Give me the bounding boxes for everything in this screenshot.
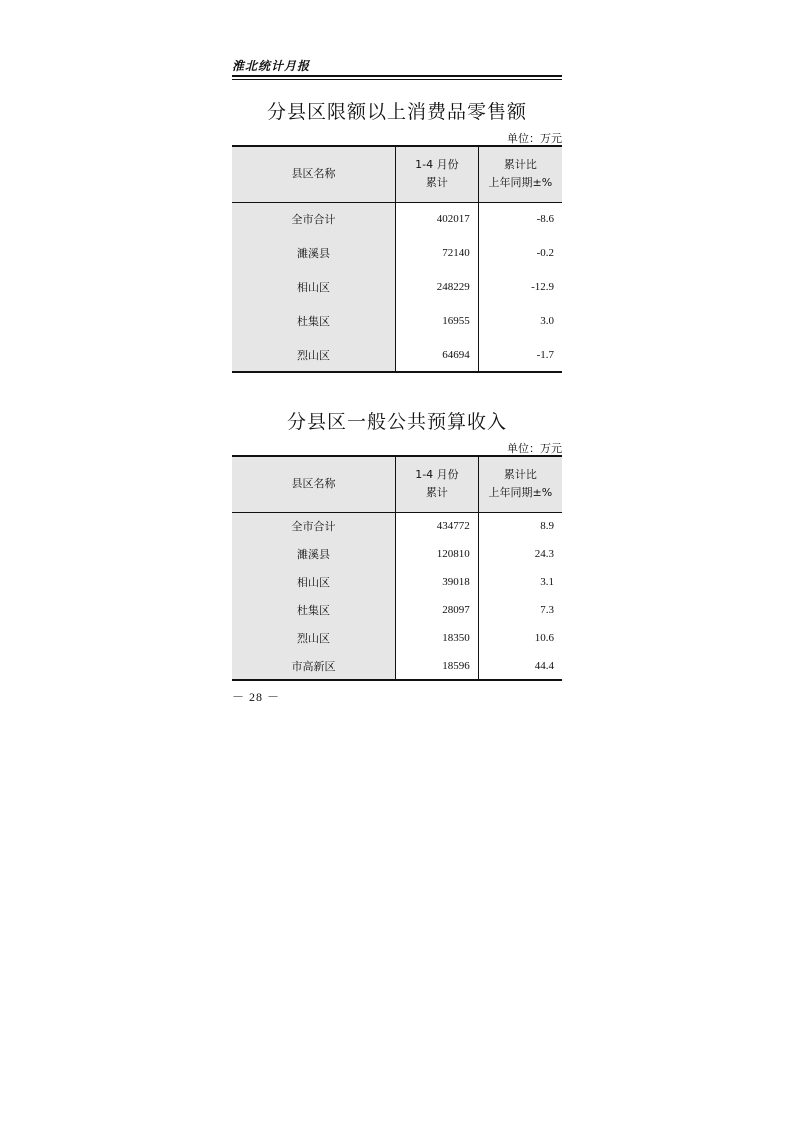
row-value: 120810 [396, 540, 479, 568]
column-header-value [396, 146, 479, 202]
row-name: 市高新区 [232, 652, 396, 680]
row-name: 全市合计 [232, 512, 396, 540]
table-header-row [232, 146, 562, 202]
row-pct: 3.1 [478, 568, 562, 596]
row-pct: 44.4 [478, 652, 562, 680]
column-header-pct [478, 146, 562, 202]
row-name: 相山区 [232, 270, 396, 304]
row-value: 18350 [396, 624, 479, 652]
table-row [232, 512, 562, 540]
section-title-retail: 分县区限额以上消费品零售额 [266, 101, 527, 123]
column-header-value-line1: 1-4 月份 [415, 158, 459, 172]
retail-sales-table [232, 145, 562, 373]
column-header-value-line1: 1-4 月份 [415, 468, 459, 482]
publication-title: 淮北统计月报 [232, 59, 311, 73]
table-row [232, 652, 562, 680]
row-value: 28097 [396, 596, 479, 624]
row-pct: 3.0 [478, 304, 562, 338]
table-row [232, 540, 562, 568]
row-pct: -12.9 [478, 270, 562, 304]
row-name: 杜集区 [232, 596, 396, 624]
row-pct: -8.6 [478, 202, 562, 236]
column-header-value-line2: 累计 [425, 176, 448, 190]
row-value: 72140 [396, 236, 479, 270]
column-header-name: 县区名称 [232, 146, 396, 202]
row-value: 248229 [396, 270, 479, 304]
table-row [232, 624, 562, 652]
column-header-pct-line2: 上年同期±% [488, 176, 553, 190]
column-header-name: 县区名称 [232, 456, 396, 512]
row-value: 64694 [396, 338, 479, 372]
row-value: 39018 [396, 568, 479, 596]
row-name: 濉溪县 [232, 540, 396, 568]
unit-label-budget: 单位：万元 [507, 442, 562, 455]
column-header-value [396, 456, 479, 512]
header-rule-thin [232, 79, 562, 80]
row-pct: -1.7 [478, 338, 562, 372]
table-row [232, 338, 562, 372]
table-row [232, 304, 562, 338]
column-header-pct-line1: 累计比 [503, 468, 537, 482]
row-pct: 8.9 [478, 512, 562, 540]
column-header-pct-line2: 上年同期±% [488, 486, 553, 500]
row-pct: -0.2 [478, 236, 562, 270]
table-row [232, 202, 562, 236]
row-value: 16955 [396, 304, 479, 338]
column-header-pct-line1: 累计比 [503, 158, 537, 172]
row-pct: 7.3 [478, 596, 562, 624]
row-value: 402017 [396, 202, 479, 236]
row-value: 18596 [396, 652, 479, 680]
row-value: 434772 [396, 512, 479, 540]
row-name: 杜集区 [232, 304, 396, 338]
row-name: 濉溪县 [232, 236, 396, 270]
row-name: 烈山区 [232, 338, 396, 372]
column-header-value-line2: 累计 [425, 486, 448, 500]
page-number: － 28 － [232, 690, 281, 704]
section-title-budget: 分县区一般公共预算收入 [286, 411, 507, 433]
table-row [232, 596, 562, 624]
table-row [232, 270, 562, 304]
unit-label-retail: 单位：万元 [507, 132, 562, 145]
table-row [232, 236, 562, 270]
row-name: 相山区 [232, 568, 396, 596]
table-header-row [232, 456, 562, 512]
table-row [232, 568, 562, 596]
header-rule-thick [232, 75, 562, 77]
column-header-pct [478, 456, 562, 512]
budget-revenue-table [232, 455, 562, 681]
row-name: 烈山区 [232, 624, 396, 652]
row-pct: 10.6 [478, 624, 562, 652]
row-name: 全市合计 [232, 202, 396, 236]
row-pct: 24.3 [478, 540, 562, 568]
